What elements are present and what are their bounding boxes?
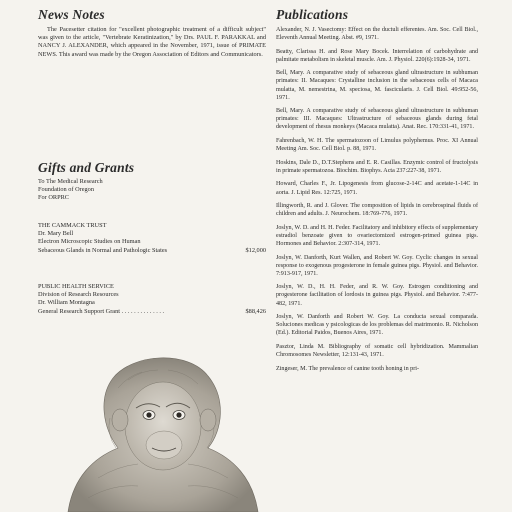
grant-line: Dr. Mary Bell [38,230,74,238]
publication-entry: Beatty, Clarissa H. and Rose Mary Bocek. Interrelation of carbohydrate and palmitate metabolism in skeletal muscle. Am. J. Physiol. 220(6):1928-34, 1971. [276,48,478,63]
gifts-grants-heading: Gifts and Grants [38,160,135,175]
publications-list [276,26,478,378]
grant-amount-row [38,308,266,316]
intro-line: Foundation of Oregon [38,186,94,194]
grant-heading: THE CAMMACK TRUST [38,222,107,229]
publication-entry: Joslyn, W. D. and H. H. Feder. Facilitatory and inhibitory effects of supplementary estradiol benzoate given to ovariectomized estrogen-primed guinea pigs. Hormones and Behavior. 2:307-314, 1971. [276,224,478,247]
intro-line: To The Medical Research [38,178,103,185]
news-paragraph: The Pacesetter citation for "excellent photographic treatment of a difficult subject" was given to the article, "Vertebrate Keratinization," by Drs. PAUL F. PARAKKAL and NANCY J. ALEXANDER, which appeared in the November, 1971, issue of PRIMATE NEWS. This award was made by the Oregon Association of Editors and Communicators. [38,26,266,58]
grant-line: Division of Research Resources [38,291,119,299]
publication-entry: Bell, Mary. A comparative study of sebaceous gland ultrastructure in subhuman primates: II. Macaques: Crystalline inclusion in the sebaceous cells of Macaca mulatta, M. nemestrina, M. speciosa, M. fascicularis. J. Cell Biol. 49:952-56, 1971. [276,70,478,101]
gifts-intro [38,178,103,203]
publication-entry: Joslyn, W. Danforth and Robert W. Goy. La conducta sexual comparada. Soluciones medicas y psicologicas de los problemas del matrimonio. R. Nicholson (Ed.). Editorial Paidos, Buenos Aires, 1971. [276,314,478,337]
grant-line: Dr. William Montagna [38,299,95,307]
publication-entry: Joslyn, W. D., H. H. Feder, and R. W. Goy. Estrogen conditioning and progesterone facilitation of lordosis in guinea pigs. Physiol. and Behavior. 7:477-482, 1971. [276,284,478,307]
publication-entry: Joslyn, W. Danforth, Kurt Wallen, and Robert W. Goy. Cyclic changes in sexual response to exogenous progesterone in female guinea pigs. Physiol. and Behavior. 7:913-917, 1971. [276,254,478,277]
publication-entry: Howard, Charles F., Jr. Lipogenesis from glucose-2-14C and acetate-1-14C in aorta. J. Lipid Res. 12:725, 1971. [276,181,478,196]
grant-line: Electron Microscopic Studies on Human [38,238,141,246]
cammack-trust-grant [38,222,266,255]
monkey-illustration [58,348,268,512]
grant-heading: PUBLIC HEALTH SERVICE [38,283,114,290]
publication-entry: Hoskins, Dale D., D.T.Stephens and E. R. Casillas. Enzymic control of fructolysis in primate spermatozoa. Biochim. Biophys. Acta 237:227-38, 1971. [276,159,478,174]
publication-entry: Pasztor, Linda M. Bibliography of somatic cell hybridization. Mammalian Chromosomes Newsletter, 12:131-43, 1971. [276,343,478,358]
news-notes-heading: News Notes [38,7,105,22]
public-health-service-grant [38,283,266,316]
publication-entry: Fahrenbach, W. H. The spermatozoon of Limulus polyphemus. Proc. XI Annual Meeting Am. Soc. Cell Biol. p. 88, 1971. [276,138,478,153]
intro-line: For ORPRC [38,194,69,202]
grant-label: General Research Support Grant . . . . . . . . . . . . . . [38,307,165,315]
publications-heading: Publications [276,7,349,22]
publication-entry: Zingeser, M. The prevalence of canine tooth honing in pri- [276,365,419,372]
grant-amount: $88,426 [245,307,266,315]
publication-entry: Illingworth, R. and J. Glover. The composition of lipids in cerebrospinal fluids of children and adults. J. Neurochem. 18:769-776, 1971. [276,203,478,218]
grant-label: Sebaceous Glands in Normal and Pathologic States [38,246,168,254]
publication-entry: Bell, Mary. A comparative study of sebaceous gland ultrastructure in subhuman primates: III. Macaques: Ultrastructure of sebaceous glands during fetal development of rhesus monkeys (Macaca mulatta). Anat. Rec. 170:331-41, 1971. [276,108,478,131]
grant-amount: $12,000 [245,246,266,254]
publication-entry: Alexander, N. J. Vasectomy: Effect on the ductuli efferentes. Am. Soc. Cell Biol., Eleventh Annual Meeting. Abst. #9, 1971. [276,27,478,42]
grant-amount-row [38,247,266,255]
